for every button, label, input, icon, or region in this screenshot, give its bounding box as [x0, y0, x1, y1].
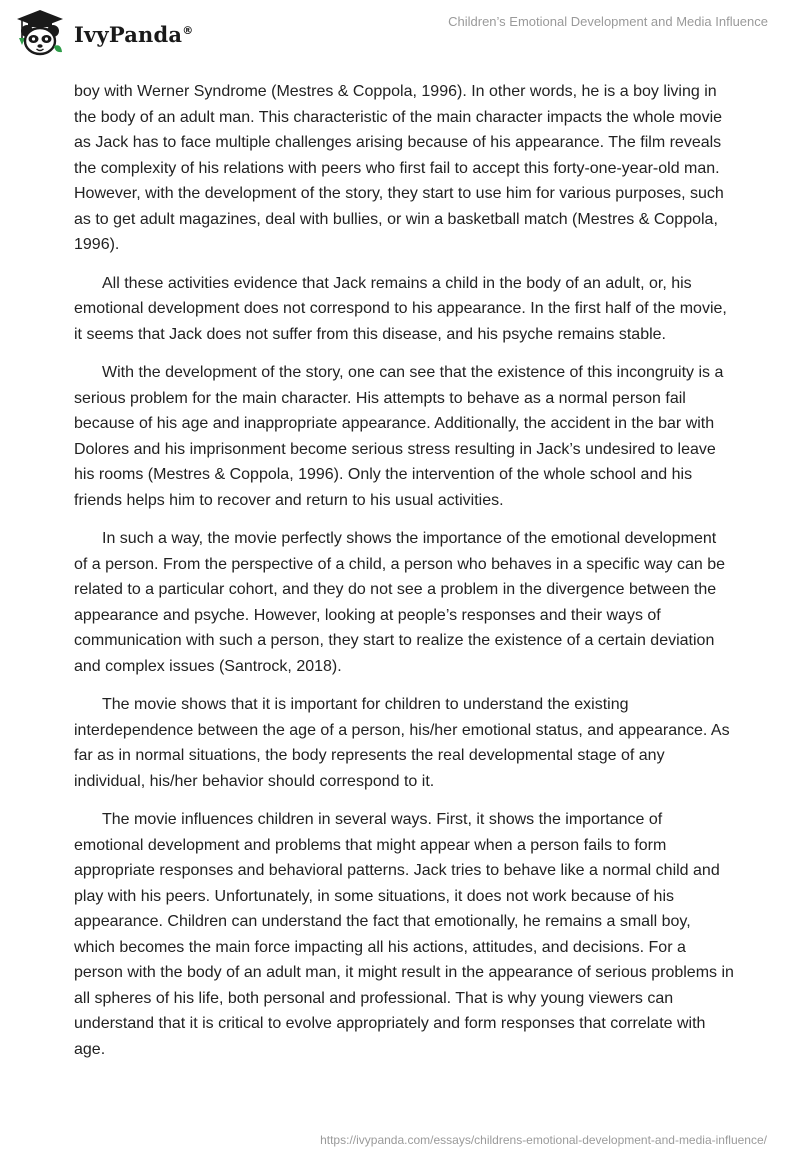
paragraph: boy with Werner Syndrome (Mestres & Coppola, 1996). In other words, he is a boy living in the body of an adult man. This characteristic of the main character impacts the whole movie as Jack has to face multiple challenges arising because of his appearance. The film reveals the complexity of his relations with peers who first fail to accept this forty-one-year-old man. However, with the development of the story, they start to use him for various purposes, such as to get adult magazines, deal with bullies, or win a basketball match (Mestres & Coppola, 1996).	[74, 83, 724, 253]
logo-text: IvyPanda®	[74, 21, 194, 47]
paragraph: With the development of the story, one can see that the existence of this incongruity is a serious problem for the main character. His attempts to behave as a normal person fail because of his age and inappropriate appearance. Additionally, the accident in the bar with Dolores and his imprisonment become serious stress resulting in Jack’s undesired to leave his rooms (Mestres & Coppola, 1996). Only the intervention of the whole school and his friends helps him to recover and return to his usual activities.	[74, 364, 724, 509]
paragraph: The movie influences children in several ways. First, it shows the importance of emotional development and problems that might appear when a person fails to form appropriate responses and behavioral patterns. Jack tries to behave like a normal child and play with his peers. Unfortunately, in some situations, it does not work because of his appearance. Children can understand the fact that emotionally, he remains a small boy, which becomes the main force impacting all his actions, attitudes, and decisions. For a person with the body of an adult man, it might result in the appearance of serious problems in all spheres of his life, both personal and professional. That is why young viewers can understand that it is critical to evolve appropriately and form responses that correlate with age.	[74, 811, 734, 1058]
panda-graduate-icon	[14, 8, 66, 58]
paragraph: All these activities evidence that Jack remains a child in the body of an adult, or, his emotional development does not correspond to his appearance. In the first half of the movie, it seems that Jack does not suffer from this disease, and his psyche remains stable.	[74, 274, 727, 343]
paragraph: The movie shows that it is important for children to understand the existing interdependence between the age of a person, his/her emotional status, and appearance. As far as in normal situations, the body represents the real developmental stage of any individual, his/her behavior should correspond to it.	[74, 696, 730, 790]
page-header	[0, 0, 800, 64]
source-url[interactable]: https://ivypanda.com/essays/childrens-emotional-development-and-media-influence/	[320, 1133, 767, 1147]
document-title: Children’s Emotional Development and Media Influence	[448, 14, 768, 29]
essay-body	[74, 79, 734, 1075]
paragraph: In such a way, the movie perfectly shows the importance of the emotional development of a person. From the perspective of a child, a person who behaves in a specific way can be related to a particular cohort, and they do not see a problem in the divergence between the appearance and psyche. However, looking at people’s responses and their ways of communication with such a person, they start to realize the existence of a certain deviation and complex issues (Santrock, 2018).	[74, 530, 726, 675]
ivypanda-logo[interactable]	[14, 8, 193, 58]
registered-mark: ®	[182, 23, 194, 37]
